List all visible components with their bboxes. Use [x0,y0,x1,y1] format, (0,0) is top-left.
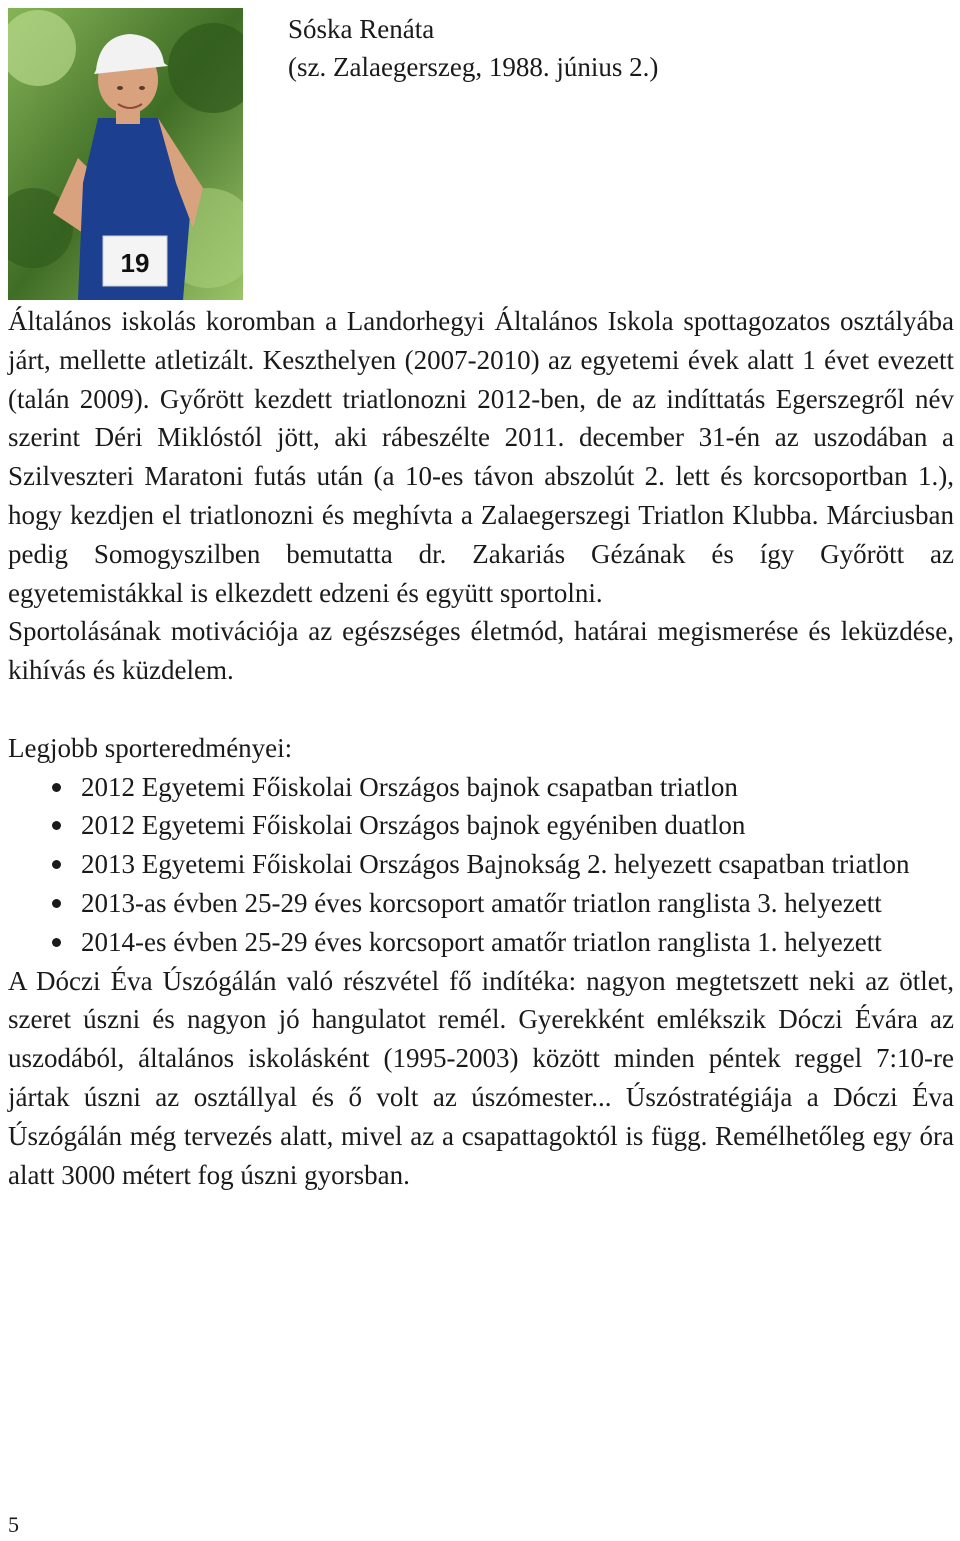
bullet-icon [52,783,61,792]
results-heading: Legjobb sporteredményei: [8,732,293,763]
bib-number: 19 [120,248,150,278]
list-item [8,923,954,962]
list-item-text: 2013 Egyetemi Főiskolai Országos Bajnokság 2. helyezett csapatban triatlon [81,849,910,880]
bullet-icon [52,938,61,947]
athlete-photo [8,8,243,300]
birth-info: (sz. Zalaegerszeg, 1988. június 2.) [288,52,659,82]
athlete-photo-illustration [8,8,243,300]
list-item-text: 2012 Egyetemi Főiskolai Országos bajnok egyéniben duatlon [81,810,746,841]
list-item-text: 2012 Egyetemi Főiskolai Országos bajnok csapatban triatlon [81,771,738,802]
page-number: 5 [8,1512,19,1537]
list-item [8,884,954,923]
bullet-icon [52,860,61,869]
biography-content [8,302,954,1194]
paragraph-gap [8,690,954,729]
header-block [288,10,658,86]
person-name: Sóska Renáta [288,14,435,44]
list-item [8,845,954,884]
bullet-icon [52,899,61,908]
bullet-icon [52,821,61,830]
list-item [8,806,954,845]
list-item-text: 2014-es évben 25-29 éves korcsoport amatőr triatlon ranglista 1. helyezett [81,926,882,957]
motivation-paragraph: Sportolásának motivációja az egészséges életmód, határai megismerése és leküzdése, kihívás és küzdelem. [8,616,954,686]
results-list [8,768,954,962]
closing-paragraph: A Dóczi Éva Úszógálán való részvétel fő indítéka: nagyon megtetszett neki az ötlet, szeret úszni és nagyon jó hangulatot remél. Gyerekként emlékszik Dóczi Évára az uszodából, általános iskolásként (1995-2003) között minden péntek reggel 7:10-re jártak úszni az osztállyal és ő volt az úszómester... Úszóstratégiája a Dóczi Éva Úszógálán még tervezés alatt, mivel az a csapattagoktól is függ. Remélhetőleg egy óra alatt 3000 métert fog úszni gyorsban. [8,965,954,1190]
bio-paragraph: Általános iskolás koromban a Landorhegyi Általános Iskola spottagozatos osztályába járt, mellette atletizált. Keszthelyen (2007-2010) az egyetemi évek alatt 1 évet evezett (talán 2009). Győrött kezdett triatlonozni 2012-ben, de az indíttatás Egerszegről név szerint Déri Miklóstól jött, aki rábeszélte 2011. december 31-én az uszodában a Szilveszteri Maratoni futás után (a 10-es távon abszolút 2. lett és korcsoportban 1.), hogy kezdjen el triatlonozni és meghívta a Zalaegerszegi Triatlon Klubba. Márciusban pedig Somogyszilben bemutatta dr. Zakariás Gézának és így Győrött az egyetemistákkal is elkezdett edzeni és együtt sportolni. [8,306,954,608]
list-item-text: 2013-as évben 25-29 éves korcsoport amatőr triatlon ranglista 3. helyezett [81,887,882,918]
list-item [8,768,954,807]
